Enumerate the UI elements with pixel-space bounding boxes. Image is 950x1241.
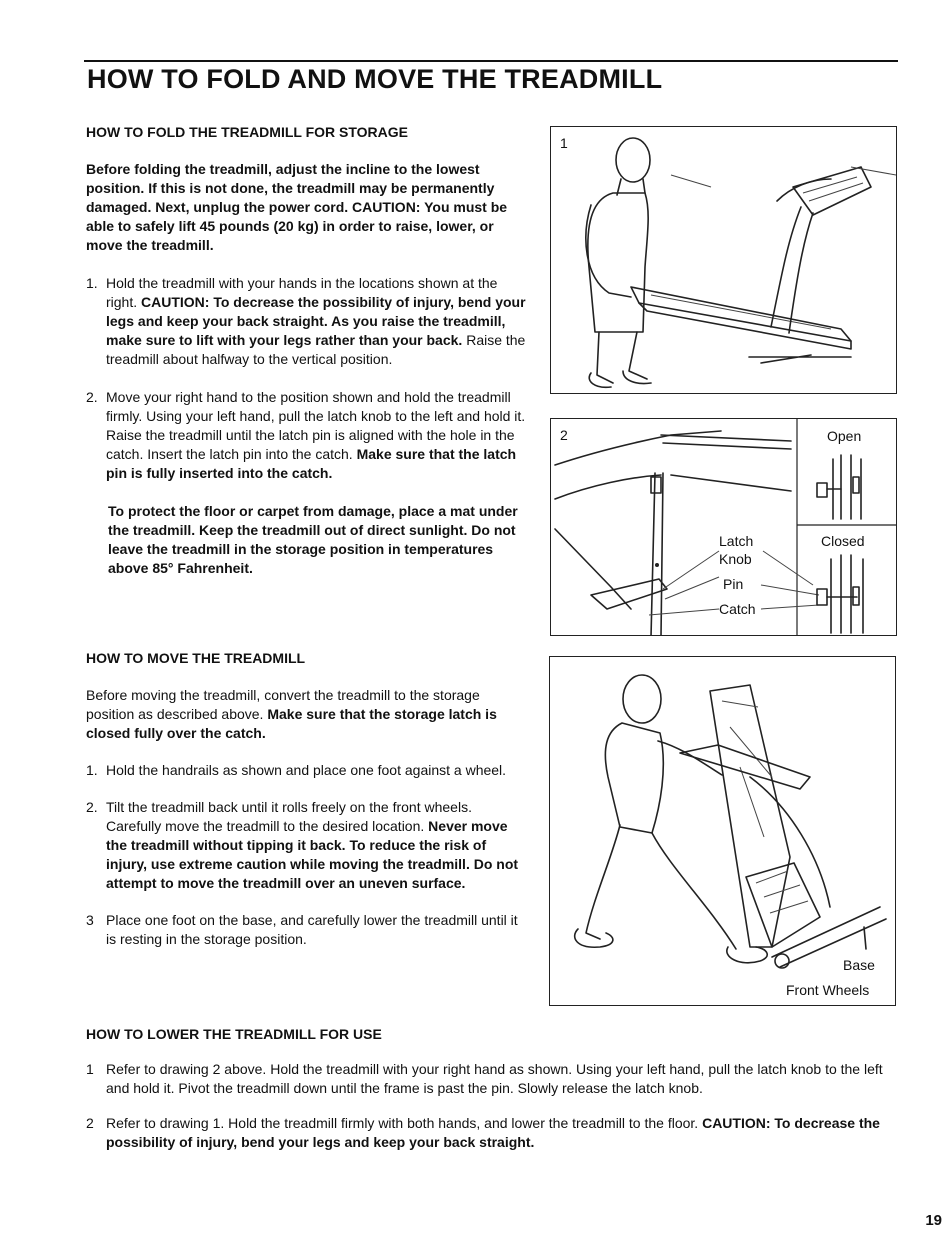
fold-step-2	[86, 388, 532, 483]
move-intro	[86, 686, 526, 743]
move-intro-plain: Before moving the treadmill, convert the treadmill to the storage position as described above.	[86, 687, 480, 722]
figure-2-number: 2	[560, 427, 568, 443]
move-step-1	[86, 761, 526, 780]
step-number: 2.	[86, 389, 98, 405]
step-text	[106, 798, 526, 893]
step-text: Refer to drawing 2 above. Hold the treadmill with your right hand as shown. Using your left hand, pull the latch knob to the left and hold it. Pivot the treadmill down until the frame is past the pin. Slowly release the latch knob.	[106, 1061, 883, 1096]
step-number: 3	[86, 912, 94, 928]
step-text-caution: CAUTION: To decrease the possibility of injury, bend your legs and keep your back straight. As you raise the treadmill, make sure to lift with your legs rather than your back.	[106, 294, 526, 348]
move-intro-bold: Make sure that the storage latch is closed fully over the catch.	[86, 706, 497, 741]
lower-heading: HOW TO LOWER THE TREADMILL FOR USE	[86, 1026, 382, 1042]
lower-step-2	[86, 1114, 898, 1152]
step-text-bold: Make sure that the latch pin is fully inserted into the catch.	[106, 446, 517, 481]
move-step-2	[86, 798, 526, 893]
step-text-plain: Raise the treadmill about halfway to the vertical position.	[106, 332, 526, 367]
move-section	[86, 649, 526, 949]
step-text-plain: Hold the treadmill with your hands in the locations shown at the right.	[106, 275, 498, 310]
step-text	[106, 388, 532, 483]
label-pin: Pin	[723, 576, 744, 592]
fold-intro: Before folding the treadmill, adjust the incline to the lowest position. If this is not done, the treadmill may be permanently damaged. Next, unplug the power cord. CAUTION: You must be able to safely lift 45 pounds (20 kg) in order to raise, lower, or move the treadmill.	[86, 161, 508, 253]
label-knob: Knob	[719, 551, 752, 567]
figure-3-moving-treadmill	[549, 656, 896, 1006]
move-heading: HOW TO MOVE THE TREADMILL	[86, 650, 306, 666]
lower-step-1	[86, 1060, 898, 1098]
figure-1-number: 1	[560, 135, 568, 151]
fold-section	[86, 123, 532, 578]
page-title: HOW TO FOLD AND MOVE THE TREADMILL	[87, 64, 663, 94]
step-number: 1.	[86, 762, 98, 778]
step-text: Hold the handrails as shown and place one foot against a wheel.	[106, 762, 507, 778]
figure-2-latch-detail	[550, 418, 897, 636]
page-number: 19	[925, 1212, 942, 1229]
label-front-wheels: Front Wheels	[786, 982, 870, 998]
step-text-plain: Move your right hand to the position shown and hold the treadmill firmly. Using your left hand, pull the latch knob to the left and hold it. Raise the treadmill until the latch pin is aligned with the hole in the catch. Insert the latch pin into the catch.	[106, 389, 526, 462]
figure-1-drawing	[551, 127, 896, 393]
step-text	[106, 274, 532, 369]
move-step-3	[86, 911, 526, 949]
lower-section	[86, 1025, 898, 1152]
fold-step-1	[86, 274, 532, 369]
fold-protect-note: To protect the floor or carpet from damage, place a mat under the treadmill. Keep the treadmill out of direct sunlight. Do not leave the treadmill in the storage position in temperatures above 85° Fahrenheit.	[108, 503, 518, 576]
step-number: 1	[86, 1061, 94, 1077]
label-closed: Closed	[821, 533, 865, 549]
step-text-bold: Never move the treadmill without tipping it back. To reduce the risk of injury, use extreme caution while moving the treadmill. Do not attempt to move the treadmill over an uneven surface.	[106, 818, 519, 891]
figure-1-lift-treadmill	[550, 126, 897, 394]
step-text-plain: Refer to drawing 1. Hold the treadmill firmly with both hands, and lower the treadmill to the floor.	[106, 1115, 703, 1131]
step-text: Place one foot on the base, and carefully lower the treadmill until it is resting in the storage position.	[106, 912, 518, 947]
step-number: 1.	[86, 275, 98, 291]
label-base: Base	[843, 957, 875, 973]
step-number: 2	[86, 1115, 94, 1131]
figure-3-drawing	[550, 657, 895, 1005]
label-latch: Latch	[719, 533, 754, 549]
step-number: 2.	[86, 799, 98, 815]
fold-heading: HOW TO FOLD THE TREADMILL FOR STORAGE	[86, 124, 408, 140]
step-text	[106, 1114, 898, 1152]
step-text-caution: CAUTION: To decrease the possibility of injury, bend your legs and keep your back straight.	[106, 1115, 880, 1150]
label-catch: Catch	[719, 601, 756, 617]
step-text-plain: Tilt the treadmill back until it rolls freely on the front wheels. Carefully move the treadmill to the desired location.	[106, 799, 472, 834]
label-open: Open	[827, 428, 862, 444]
